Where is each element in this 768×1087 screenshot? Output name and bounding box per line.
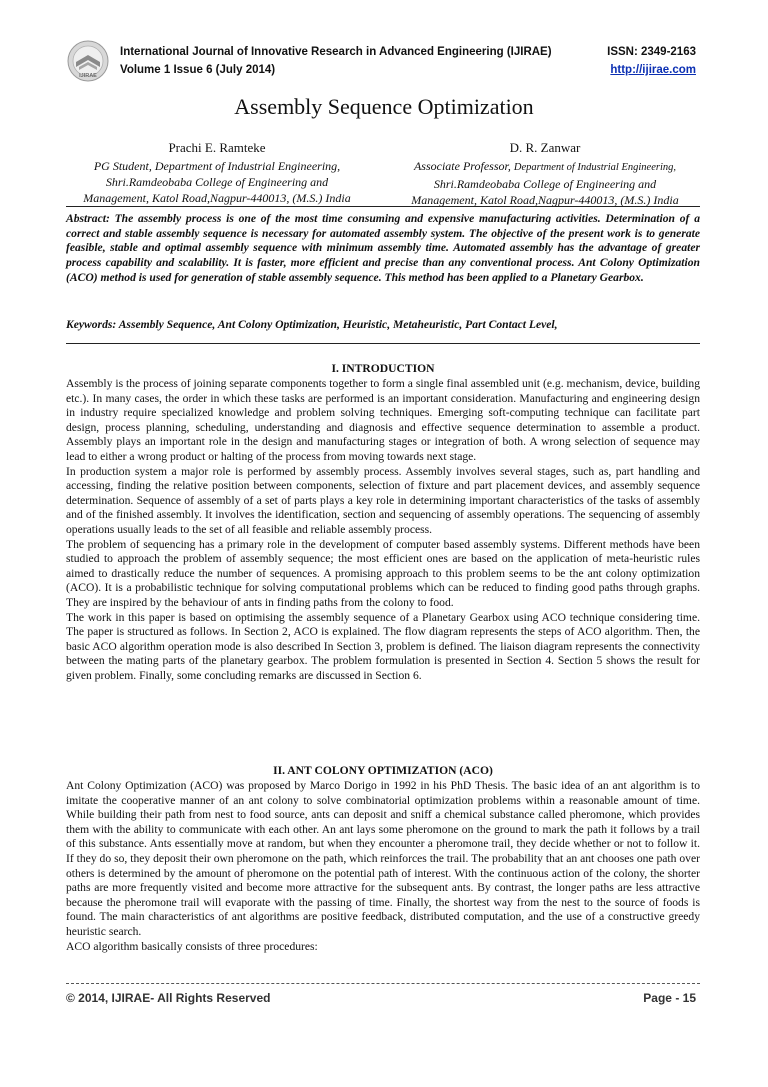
divider <box>66 206 700 207</box>
footer-copyright: © 2014, IJIRAE- All Rights Reserved <box>66 991 271 1005</box>
logo-text: IJIRAE <box>79 73 97 79</box>
author-affiliation-line: Shri.Ramdeobaba College of Engineering and <box>105 175 329 189</box>
journal-volume: Volume 1 Issue 6 (July 2014) <box>120 64 276 76</box>
author-block-2 <box>390 140 700 208</box>
paper-title: Assembly Sequence Optimization <box>234 94 534 119</box>
abstract: Abstract: The assembly process is one of the most time consuming and expensive manufacturing activities. Determination of a correct and stable assembly sequence is necessary for automated assembly system. The objective of the present work is to generate feasible, stable and optimal assembly sequence with minimum assembly time. Automated assembly has the advantage of greater process capability and scalability. It is faster, more efficient and precise than any conventional process. Ant Colony Optimization (ACO) method is used for generation of stable assembly sequence. This method has been applied to a Planetary Gearbox. <box>66 212 700 284</box>
paragraph: The problem of sequencing has a primary role in the development of computer based assembly systems. Different methods have been studied to approach the problem of assembly sequence; the most efficient ones are based on the application of meta-heuristic rules aimed to drastically reduce the number of sequences. A promising approach to this problem seems to be the ant colony optimization (ACO). It is a probabilistic technique for solving computational problems which can be reduced to finding good paths through graphs. They are inspired by the behaviour of ants in finding paths from the colony to food. <box>66 537 700 609</box>
author-department: Department of Industrial Engineering, <box>513 162 677 173</box>
paragraph: Assembly is the process of joining separate components together to form a single final assembled unit (e.g. mechanism, device, building etc.). In many cases, the order in which these tasks are performed is an important consideration. Manufacturing and engineering design in industry require specialized knowledge and problem solving techniques. Emerging soft-computing technique can facilitate part design, process planning, scheduling, understanding and diagnosis and effective sequence determination to assemble a product. Assembly plays an important role in the design and manufacturing stages or integration of both. A wrong selection of sequence may lead to either a wrong product or halting of the process from moving towards next stage. <box>66 377 700 463</box>
author-name: D. R. Zanwar <box>509 140 581 155</box>
author-affiliation-line: Management, Katol Road,Nagpur-440013, (M.S.) India <box>411 193 679 207</box>
footer-divider <box>66 983 700 984</box>
section-heading-introduction: I. INTRODUCTION <box>331 362 435 375</box>
paragraph: ACO algorithm basically consists of three procedures: <box>66 939 318 953</box>
author-affiliation-line: Management, Katol Road,Nagpur-440013, (M.S.) India <box>83 191 351 205</box>
paragraph: In production system a major role is performed by assembly process. Assembly involves several stages, such as, part handling and accessing, finding the relative position between components, selection of fixture and part placement devices, and assembly sequence determination. Sequence of assembly of a set of parts plays a key role in determining important characteristics of the tasks of assembly and of the finished assembly. It involves the identification, section and sequencing of assembly operations. The sequencing of assembly operations usually leads to the set of all feasible and reliable assembly process. <box>66 464 700 536</box>
page-header <box>66 40 702 84</box>
author-affiliation-line <box>390 158 700 176</box>
page-number: Page - 15 <box>643 991 696 1005</box>
journal-issn: ISSN: 2349-2163 <box>607 46 696 58</box>
author-name: Prachi E. Ramteke <box>168 140 266 155</box>
section-body-introduction <box>66 377 700 683</box>
author-affiliation-line: Shri.Ramdeobaba College of Engineering and <box>433 177 657 191</box>
section-heading-aco: II. ANT COLONY OPTIMIZATION (ACO) <box>273 764 493 777</box>
divider <box>66 343 700 344</box>
journal-name: International Journal of Innovative Research in Advanced Engineering (IJIRAE) <box>120 46 552 58</box>
section-body-aco <box>66 779 700 954</box>
keywords: Keywords: Assembly Sequence, Ant Colony Optimization, Heuristic, Metaheuristic, Part Contact Level, <box>66 318 558 331</box>
author-role: Associate Professor, <box>413 159 514 173</box>
author-block-1 <box>62 140 372 206</box>
author-affiliation-line: PG Student, Department of Industrial Engineering, <box>93 159 341 173</box>
paragraph: The work in this paper is based on optimising the assembly sequence of a Planetary Gearbox using ACO technique considering time. The paper is structured as follows. In Section 2, ACO is explained. The flow diagram represents the steps of ACO algorithm. Then, the basic ACO algorithm operation mode is also described In Section 3, problem is defined. The liaison diagram represents the connectivity between the mating parts of the planetary gearbox. The problem formulation is presented in Section 4. Section 5 shows the result for given problem. Finally, some concluding remarks are discussed in Section 6. <box>66 610 700 682</box>
journal-logo-icon <box>66 40 110 82</box>
journal-url-link[interactable]: http://ijirae.com <box>610 64 696 76</box>
paragraph: Ant Colony Optimization (ACO) was proposed by Marco Dorigo in 1992 in his PhD Thesis. The basic idea of an ant algorithm is to imitate the cooperative manner of an ant colony to solve combinatorial optimization problems within a reasonable amount of time. While building their path from nest to food source, ants can deposit and sniff a chemical substance called pheromone, which provides them with the ability to communicate with each other. An ant lays some pheromone on the ground to mark the path it follows by a trail of this substance. Ants essentially move at random, but when they encounter a pheromone trail, they decide whether or not to follow it. If they do so, they deposit their own pheromone on the path, which reinforces the trail. The probability that an ant chooses one path over others is determined by the amount of pheromone on the potential path of interest. With the continuous action of the colony, the shorter paths are more frequently visited and become more attractive for the subsequent ants. By contrast, the longer paths are less attractive because the pheromone trail will evaporate with the passing of time. Finally, the shortest way from the nest to the source of foods is found. The main characteristics of ant algorithms are positive feedback, distributed computation, and the use of a constructive greedy heuristic search. <box>66 779 700 938</box>
